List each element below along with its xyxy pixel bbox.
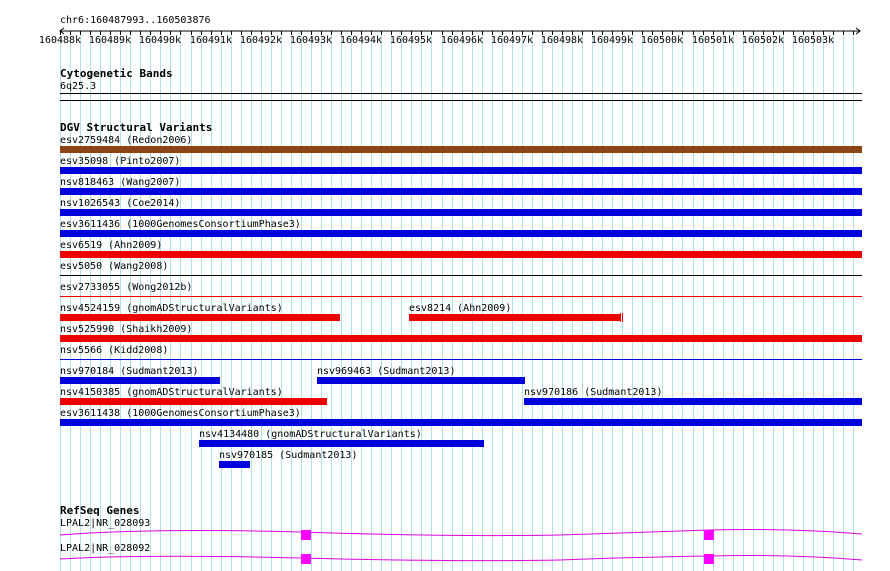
variant-label[interactable]: esv3611438 (1000GenomesConsortiumPhase3) (60, 408, 301, 419)
ruler-tick-label: 160489k (88, 35, 132, 46)
variant-label[interactable]: nsv5566 (Kidd2008) (60, 345, 169, 356)
variant-line[interactable] (60, 296, 862, 297)
variant-bar[interactable] (60, 209, 862, 216)
ruler-tick-label: 160501k (691, 35, 735, 46)
variant-line[interactable] (60, 275, 862, 276)
variant-bar[interactable] (60, 146, 862, 153)
variant-label[interactable]: nsv4134480 (gnomADStructuralVariants) (199, 429, 422, 440)
cytoband-track-title[interactable]: Cytogenetic Bands (60, 67, 173, 80)
variant-end-marker (620, 313, 623, 322)
variant-bar[interactable] (317, 377, 525, 384)
variant-bar[interactable] (409, 314, 620, 321)
variant-bar[interactable] (219, 461, 250, 468)
variant-label[interactable]: nsv4524159 (gnomADStructuralVariants) (60, 303, 283, 314)
ruler-tick-label: 160492k (239, 35, 283, 46)
variant-label[interactable]: nsv970185 (Sudmant2013) (219, 450, 358, 461)
variant-label[interactable]: esv3611436 (1000GenomesConsortiumPhase3) (60, 219, 301, 230)
gene-label[interactable]: LPAL2|NR_028093 (60, 518, 151, 529)
ruler-location-label: chr6:160487993..160503876 (60, 15, 211, 26)
variant-label[interactable]: esv2733055 (Wong2012b) (60, 282, 193, 293)
variant-bar[interactable] (60, 377, 220, 384)
gene-exon[interactable] (301, 530, 311, 540)
ruler-tick-label: 160498k (540, 35, 584, 46)
ruler-tick-label: 160493k (289, 35, 333, 46)
variant-bar[interactable] (60, 314, 340, 321)
ruler-tick-label: 160496k (440, 35, 484, 46)
ruler-tick-label: 160499k (590, 35, 634, 46)
variant-label[interactable]: nsv969463 (Sudmant2013) (317, 366, 456, 377)
ruler-tick-label: 160490k (138, 35, 182, 46)
ruler-tick-label: 160495k (389, 35, 433, 46)
gene-model[interactable] (0, 526, 890, 544)
variant-bar[interactable] (199, 440, 484, 447)
variant-label[interactable]: nsv970184 (Sudmant2013) (60, 366, 199, 377)
variant-label[interactable]: esv8214 (Ahn2009) (409, 303, 512, 314)
variant-bar[interactable] (60, 251, 862, 258)
variant-bar[interactable] (60, 335, 862, 342)
cytoband-band-line[interactable] (60, 93, 862, 94)
dgv-track-title[interactable]: DGV Structural Variants (60, 121, 213, 134)
variant-label[interactable]: esv5050 (Wang2008) (60, 261, 169, 272)
ruler-tick-label: 160503k (791, 35, 835, 46)
gene-model[interactable] (0, 551, 890, 569)
gene-label[interactable]: LPAL2|NR_028092 (60, 543, 151, 554)
variant-line[interactable] (60, 359, 862, 360)
variant-bar[interactable] (60, 167, 862, 174)
gene-exon[interactable] (704, 530, 714, 540)
variant-bar[interactable] (60, 398, 327, 405)
variant-label[interactable]: nsv970186 (Sudmant2013) (524, 387, 663, 398)
refseq-track-title[interactable]: RefSeq Genes (60, 504, 140, 517)
ruler-tick-label: 160497k (490, 35, 534, 46)
ruler-tick-label: 160500k (640, 35, 684, 46)
track-divider (60, 100, 862, 101)
variant-bar[interactable] (60, 419, 862, 426)
variant-bar[interactable] (60, 230, 862, 237)
ruler-tick-label: 160491k (189, 35, 233, 46)
variant-label[interactable]: esv6519 (Ahn2009) (60, 240, 163, 251)
variant-label[interactable]: nsv818463 (Wang2007) (60, 177, 181, 188)
variant-label[interactable]: esv35098 (Pinto2007) (60, 156, 181, 167)
ruler-tick-label: 160494k (339, 35, 383, 46)
gene-exon[interactable] (301, 554, 311, 564)
variant-label[interactable]: esv2759484 (Redon2006) (60, 135, 193, 146)
cytoband-label[interactable]: 6q25.3 (60, 81, 97, 92)
variant-label[interactable]: nsv4150385 (gnomADStructuralVariants) (60, 387, 283, 398)
ruler-tick-label: 160488k (38, 35, 82, 46)
variant-bar[interactable] (60, 188, 862, 195)
variant-bar[interactable] (524, 398, 862, 405)
variant-label[interactable]: nsv1026543 (Coe2014) (60, 198, 181, 209)
ruler-tick-label: 160502k (741, 35, 785, 46)
gene-exon[interactable] (704, 554, 714, 564)
variant-label[interactable]: nsv525990 (Shaikh2009) (60, 324, 193, 335)
